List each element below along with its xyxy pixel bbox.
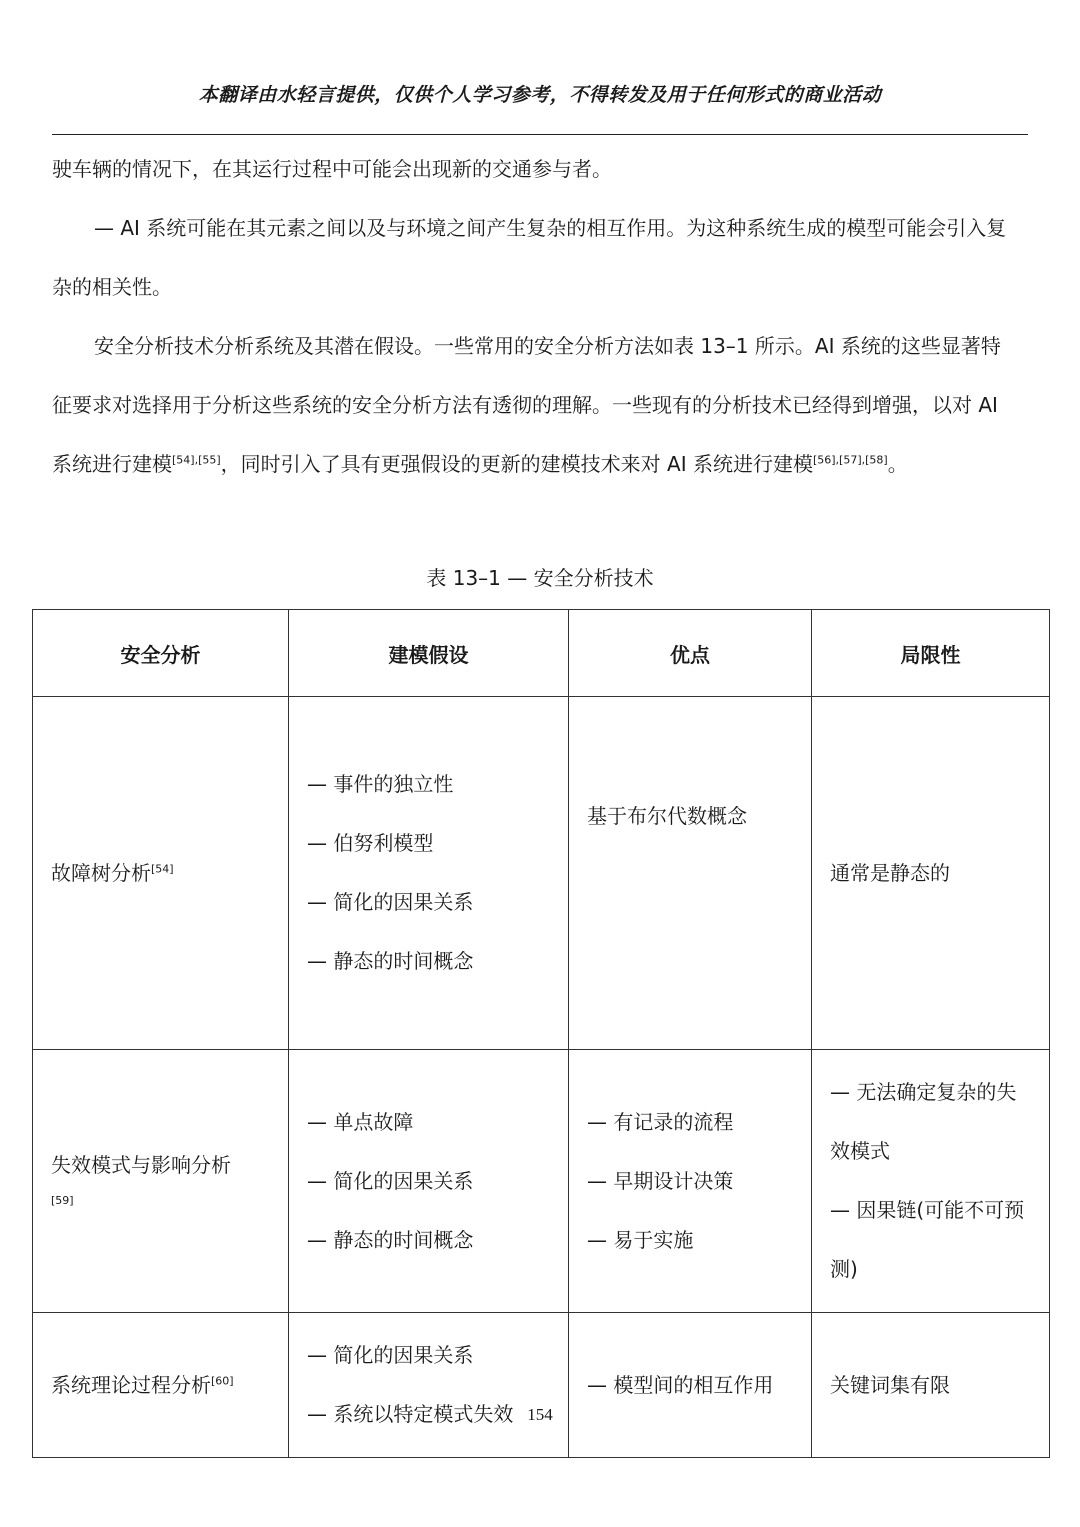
citation-ref: [54],[55] <box>172 453 221 467</box>
page-number: 154 <box>527 1405 553 1424</box>
list-item: — 简化的因果关系 <box>307 1343 474 1367</box>
limitations-cell <box>812 1313 1050 1458</box>
paragraph-3-text-a: 安全分析技术分析系统及其潜在假设。一些常用的安全分析方法如表 13–1 所示。AI 系统的这些显著特征要求对选择用于分析这些系统的安全分析方法有透彻的理解。一些现有的分析技术已经得到增强，以对 AI 系统进行建模 <box>52 334 1001 476</box>
limitations-cell <box>812 697 1050 1050</box>
table-caption: 表 13–1 — 安全分析技术 <box>426 566 654 590</box>
paragraph-3-text-b: ，同时引入了具有更强假设的更新的建模技术来对 AI 系统进行建模 <box>220 452 813 476</box>
list-item: — 模型间的相互作用 <box>587 1372 774 1397</box>
list-item: — 静态的时间概念 <box>307 1227 474 1252</box>
paragraph-3 <box>52 317 1012 494</box>
list-item: — 无法确定复杂的失效模式 <box>830 1080 1017 1163</box>
paragraph-3-end: 。 <box>887 452 908 476</box>
citation-ref: [60] <box>211 1373 234 1387</box>
analysis-name: 失效模式与影响分析 <box>51 1153 231 1177</box>
analysis-name-cell <box>33 697 289 1050</box>
citation-ref: [59] <box>51 1194 74 1207</box>
list-item: — 因果链(可能不可预测) <box>830 1198 1025 1281</box>
header-divider <box>52 134 1028 135</box>
list-item: — 事件的独立性 <box>307 772 454 796</box>
list-item: — 易于实施 <box>587 1227 694 1252</box>
assumptions-cell <box>289 1050 569 1313</box>
list-item: 基于布尔代数概念 <box>587 804 747 828</box>
analysis-name: 故障树分析 <box>51 860 151 885</box>
table-row <box>33 1050 1050 1313</box>
assumptions-cell <box>289 1313 569 1458</box>
advantages-cell <box>569 1050 812 1313</box>
column-header: 安全分析 <box>33 610 289 697</box>
paragraph-2: — AI 系统可能在其元素之间以及与环境之间产生复杂的相互作用。为这种系统生成的模型可能会引入复杂的相关性。 <box>52 216 1007 299</box>
column-header: 局限性 <box>812 610 1050 697</box>
analysis-name-cell <box>33 1050 289 1313</box>
table-row <box>33 697 1050 1050</box>
list-item: — 有记录的流程 <box>587 1109 734 1134</box>
analysis-name-cell <box>33 1313 289 1458</box>
assumptions-cell <box>289 697 569 1050</box>
list-item: — 系统以特定模式失效 <box>307 1402 514 1426</box>
list-item: — 简化的因果关系 <box>307 890 474 914</box>
citation-ref: [54] <box>151 861 174 875</box>
limitations-cell <box>812 1050 1050 1313</box>
analysis-name: 系统理论过程分析 <box>51 1372 211 1397</box>
list-item: — 单点故障 <box>307 1109 414 1134</box>
list-item: — 伯努利模型 <box>307 831 434 855</box>
table-row <box>33 1313 1050 1458</box>
list-item: 关键词集有限 <box>830 1372 950 1397</box>
safety-analysis-table <box>32 609 1050 1458</box>
citation-ref: [56],[57],[58] <box>812 453 888 467</box>
advantages-cell <box>569 697 812 1050</box>
column-header: 优点 <box>569 610 812 697</box>
paragraph-1: 驶车辆的情况下，在其运行过程中可能会出现新的交通参与者。 <box>52 157 612 181</box>
page-header: 本翻译由水轻言提供，仅供个人学习参考，不得转发及用于任何形式的商业活动 <box>198 84 882 106</box>
list-item: — 简化的因果关系 <box>307 1168 474 1193</box>
table-header-row <box>33 610 1050 697</box>
advantages-cell <box>569 1313 812 1458</box>
list-item: 通常是静态的 <box>830 860 950 885</box>
list-item: — 早期设计决策 <box>587 1168 734 1193</box>
body-text <box>52 140 1012 494</box>
column-header: 建模假设 <box>289 610 569 697</box>
list-item: — 静态的时间概念 <box>307 949 474 973</box>
